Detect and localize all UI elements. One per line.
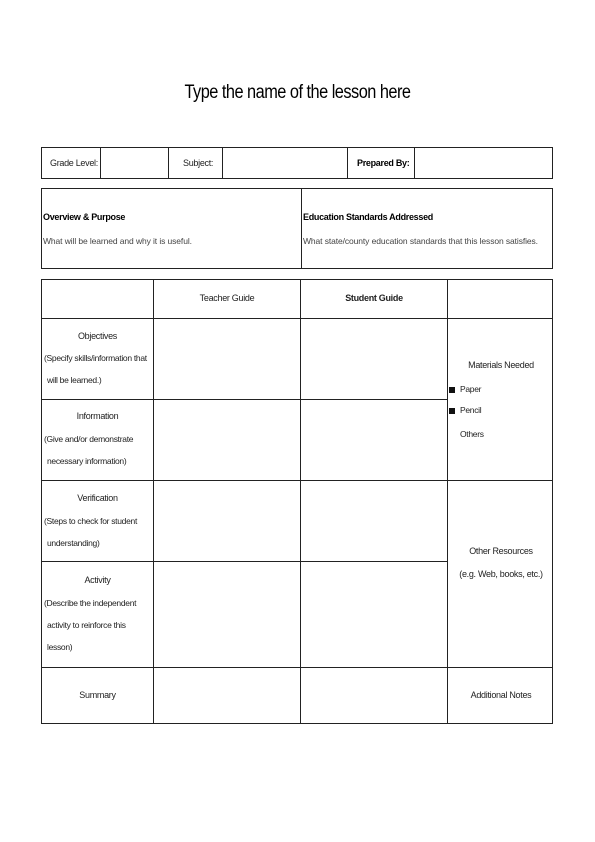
activity-title: Activity [84,575,111,585]
activity-teacher-cell[interactable] [154,562,300,667]
objectives-desc-1: (Specify skills/information that [44,353,147,363]
info-row [41,147,553,179]
overview-heading: Overview & Purpose [43,212,126,222]
information-teacher-cell[interactable] [154,400,300,480]
activity-desc-1: (Describe the independent [44,598,137,608]
checkbox-filled-icon [449,408,455,414]
lesson-title[interactable]: Type the name of the lesson here [184,82,411,103]
verification-title: Verification [77,493,118,503]
objectives-student-cell[interactable] [301,319,447,399]
grade-level-label: Grade Level: [50,158,98,168]
objectives-title: Objectives [77,331,118,341]
summary-student-cell[interactable] [301,668,447,723]
information-student-cell[interactable] [301,400,447,480]
verification-desc-1: (Steps to check for student [44,516,138,526]
activity-desc-2: activity to reinforce this [47,620,126,630]
information-desc-1: (Give and/or demonstrate [44,434,134,444]
grade-level-field[interactable] [101,148,168,178]
checkbox-filled-icon [449,387,455,393]
subject-field[interactable] [223,148,347,178]
summary-teacher-cell[interactable] [154,668,300,723]
prepared-by-label: Prepared By: [357,158,410,168]
other-resources-title: Other Resources [469,546,533,556]
material-item-paper[interactable]: Paper [449,384,481,394]
material-item-others[interactable]: Others [460,429,484,439]
student-guide-header: Student Guide [345,293,403,303]
overview-section [41,188,553,269]
verification-student-cell[interactable] [301,481,447,561]
subject-label: Subject: [183,158,214,168]
standards-text[interactable]: What state/county education standards that this lesson satisfies. [303,236,538,246]
activity-desc-3: lesson) [47,642,73,652]
material-item-pencil[interactable]: Pencil [449,405,481,415]
objectives-desc-2: will be learned.) [47,375,102,385]
summary-title: Summary [79,690,116,700]
objectives-teacher-cell[interactable] [154,319,300,399]
activity-student-cell[interactable] [301,562,447,667]
standards-heading: Education Standards Addressed [303,212,433,222]
information-title: Information [76,411,119,421]
lesson-grid [41,279,553,724]
other-resources-text[interactable]: (e.g. Web, books, etc.) [459,569,543,579]
materials-needed-title: Materials Needed [468,360,534,370]
teacher-guide-header: Teacher Guide [199,293,255,303]
additional-notes-title: Additional Notes [470,690,532,700]
overview-text[interactable]: What will be learned and why it is useful. [43,236,192,246]
verification-desc-2: understanding) [47,538,100,548]
information-desc-2: necessary information) [47,456,127,466]
verification-teacher-cell[interactable] [154,481,300,561]
prepared-by-field[interactable] [415,148,552,178]
